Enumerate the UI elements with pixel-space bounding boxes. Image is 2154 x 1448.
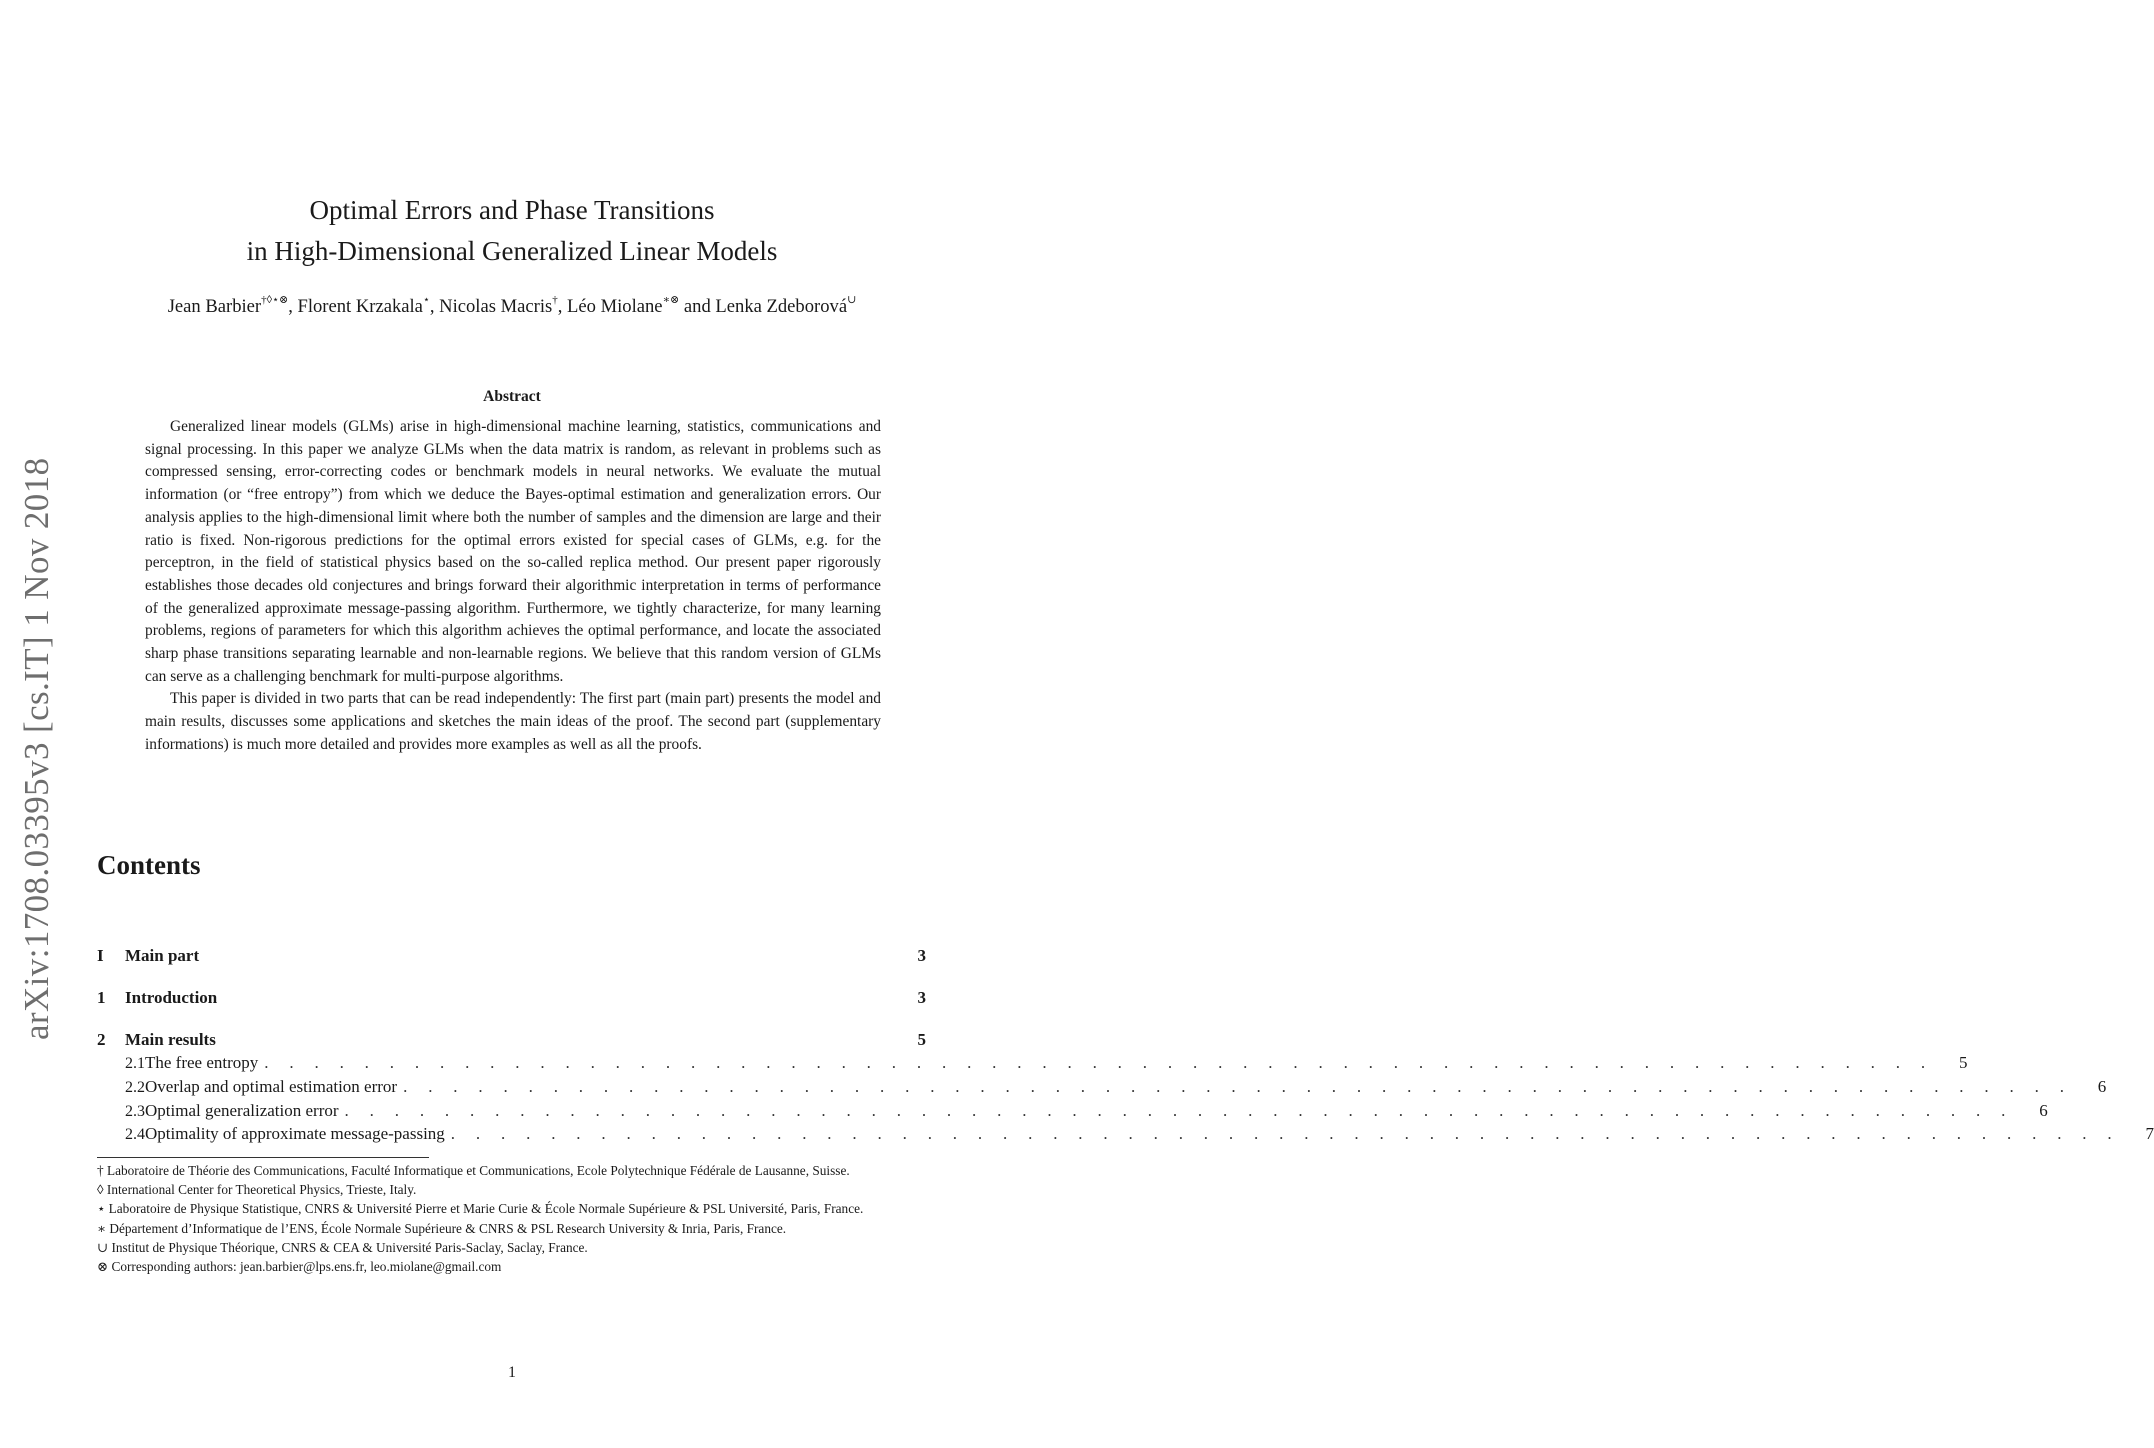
author [567,293,716,317]
toc-entry-number: 2.2 [125,1079,145,1096]
author-name: Léo Miolane [567,296,663,317]
toc-entry-number: 2 [97,1030,106,1049]
toc-entry-page: 3 [917,946,926,965]
page-number: 1 [508,1364,516,1381]
title-line-2: in High-Dimensional Generalized Linear Models [246,236,778,266]
author-affiliation-marks: ⋆ [422,293,430,306]
toc-entry-page: 7 [2145,1124,2154,1143]
toc-entry-overlap[interactable] [97,1077,2107,1100]
toc-entry-label: Optimal generalization error [145,1101,339,1120]
toc-entry-part-i[interactable] [97,946,926,969]
toc-entry-number: 2.1 [125,1055,145,1072]
author-name: Nicolas Macris [439,296,553,317]
arxiv-identifier-stamp: arXiv:1708.03395v3 [cs.IT] 1 Nov 2018 [17,457,56,1040]
author-separator: , [557,296,568,317]
toc-leader-dots: . . . . . . . . . . . . . . . . . . . . . . . . . . . . . . . . . . . . . . . . . . . . . . . . . . . . . . . . . . . . . . . . . . . [344,1101,2014,1120]
author [439,293,568,317]
toc-entry-introduction[interactable] [97,988,926,1011]
paper-title [0,190,1024,272]
author-name: Jean Barbier [167,296,262,317]
author-separator: , [429,296,440,317]
toc-entry-page: 5 [1958,1053,1968,1072]
footnote-corresponding: ⊗ Corresponding authors: jean.barbier@lps.ens.fr, leo.miolane@gmail.com [97,1259,502,1275]
toc-entry-number: I [97,946,104,965]
author-affiliation-marks: †◊⋆⊗ [261,293,289,306]
toc-entry-free-entropy[interactable] [97,1053,1968,1076]
toc-entry-number: 1 [97,988,106,1007]
abstract-heading: Abstract [483,388,541,405]
toc-entry-main-results[interactable] [97,1030,926,1053]
author [167,293,298,317]
abstract-body [145,416,881,757]
toc-entry-amp-optimality[interactable] [97,1124,2154,1147]
toc-entry-number: 2.4 [125,1126,145,1143]
toc-entry-label: Optimality of approximate message-passing [145,1124,445,1143]
footnote-lps: ⋆ Laboratoire de Physique Statistique, CNRS & Université Pierre et Marie Curie & École Normale Supérieure & PSL Université, Paris, France. [97,1201,864,1217]
toc-leader-dots: . . . . . . . . . . . . . . . . . . . . . . . . . . . . . . . . . . . . . . . . . . . . . . . . . . . . . . . . . . . . . . . . . . . [264,1053,1934,1072]
toc-entry-page: 3 [917,988,926,1007]
author [715,293,857,317]
toc-leader-dots: . . . . . . . . . . . . . . . . . . . . . . . . . . . . . . . . . . . . . . . . . . . . . . . . . . . . . . . . . . . . . . . . . . . [403,1077,2073,1096]
author [297,293,440,317]
toc-leader-dots: . . . . . . . . . . . . . . . . . . . . . . . . . . . . . . . . . . . . . . . . . . . . . . . . . . . . . . . . . . . . . . . . . . . [450,1124,2120,1143]
toc-entry-page: 6 [2097,1077,2107,1096]
author-separator: and [679,296,716,317]
toc-entry-label: The free entropy [145,1053,259,1072]
toc-entry-label: Main results [125,1030,216,1049]
toc-entry-number: 2.3 [125,1103,145,1120]
footnote-rule [97,1157,429,1158]
abstract-paragraph-2: This paper is divided in two parts that can be read independently: The first part (main part) presents the model and main results, discusses some applications and sketches the main ideas of the proof. The second part (supplementary informations) is much more detailed and provides more examples as well as all the proofs. [145,690,881,753]
footnotes [97,1161,929,1276]
toc-entry-page: 6 [2039,1101,2048,1120]
author-affiliation-marks: ∗⊗ [662,293,680,306]
contents-heading: Contents [97,850,201,880]
author-separator: , [288,296,298,317]
toc-entry-label: Main part [125,946,200,965]
author-affiliation-marks: ∪ [847,293,857,306]
footnote-di-ens: ∗ Département d’Informatique de l’ENS, École Normale Supérieure & CNRS & PSL Research University & Inria, Paris, France. [97,1220,787,1236]
footnote-epfl: † Laboratoire de Théorie des Communications, Faculté Informatique et Communications, Ecole Polytechnique Fédérale de Lausanne, Suisse. [97,1163,850,1178]
toc-entry-generalization-error[interactable] [97,1101,2048,1124]
author-affiliation-marks: † [552,293,558,306]
author-list [0,293,1024,318]
footnote-ictp: ◊ International Center for Theoretical Physics, Trieste, Italy. [97,1182,417,1198]
toc-entry-label: Overlap and optimal estimation error [145,1077,398,1096]
toc-entry-label: Introduction [125,988,218,1007]
author-name: Lenka Zdeborová [715,296,848,317]
title-line-1: Optimal Errors and Phase Transitions [309,195,715,225]
toc-entry-page: 5 [917,1030,926,1049]
abstract-paragraph-1: Generalized linear models (GLMs) arise in high-dimensional machine learning, statistics, communications and signal processing. In this paper we analyze GLMs when the data matrix is random, as relevant in problems such as compressed sensing, error-correcting codes or benchmark models in neural networks. We evaluate the mutual information (or “free entropy”) from which we deduce the Bayes-optimal estimation and generalization errors. Our analysis applies to the high-dimensional limit where both the number of samples and the dimension are large and their ratio is fixed. Non-rigorous predictions for the optimal errors existed for special cases of GLMs, e.g. for the perceptron, in the field of statistical physics based on the so-called replica method. Our present paper rigorously establishes those decades old conjectures and brings forward their algorithmic interpretation in terms of performance of the generalized approximate message-passing algorithm. Furthermore, we tightly characterize, for many learning problems, regions of parameters for which this algorithm achieves the optimal performance, and locate the associated sharp phase transitions separating learnable and non-learnable regions. We believe that this random version of GLMs can serve as a challenging benchmark for multi-purpose algorithms. [145,418,881,685]
author-name: Florent Krzakala [297,296,423,317]
footnote-ipht: ∪ Institut de Physique Théorique, CNRS & CEA & Université Paris-Saclay, Saclay, France. [97,1239,588,1255]
